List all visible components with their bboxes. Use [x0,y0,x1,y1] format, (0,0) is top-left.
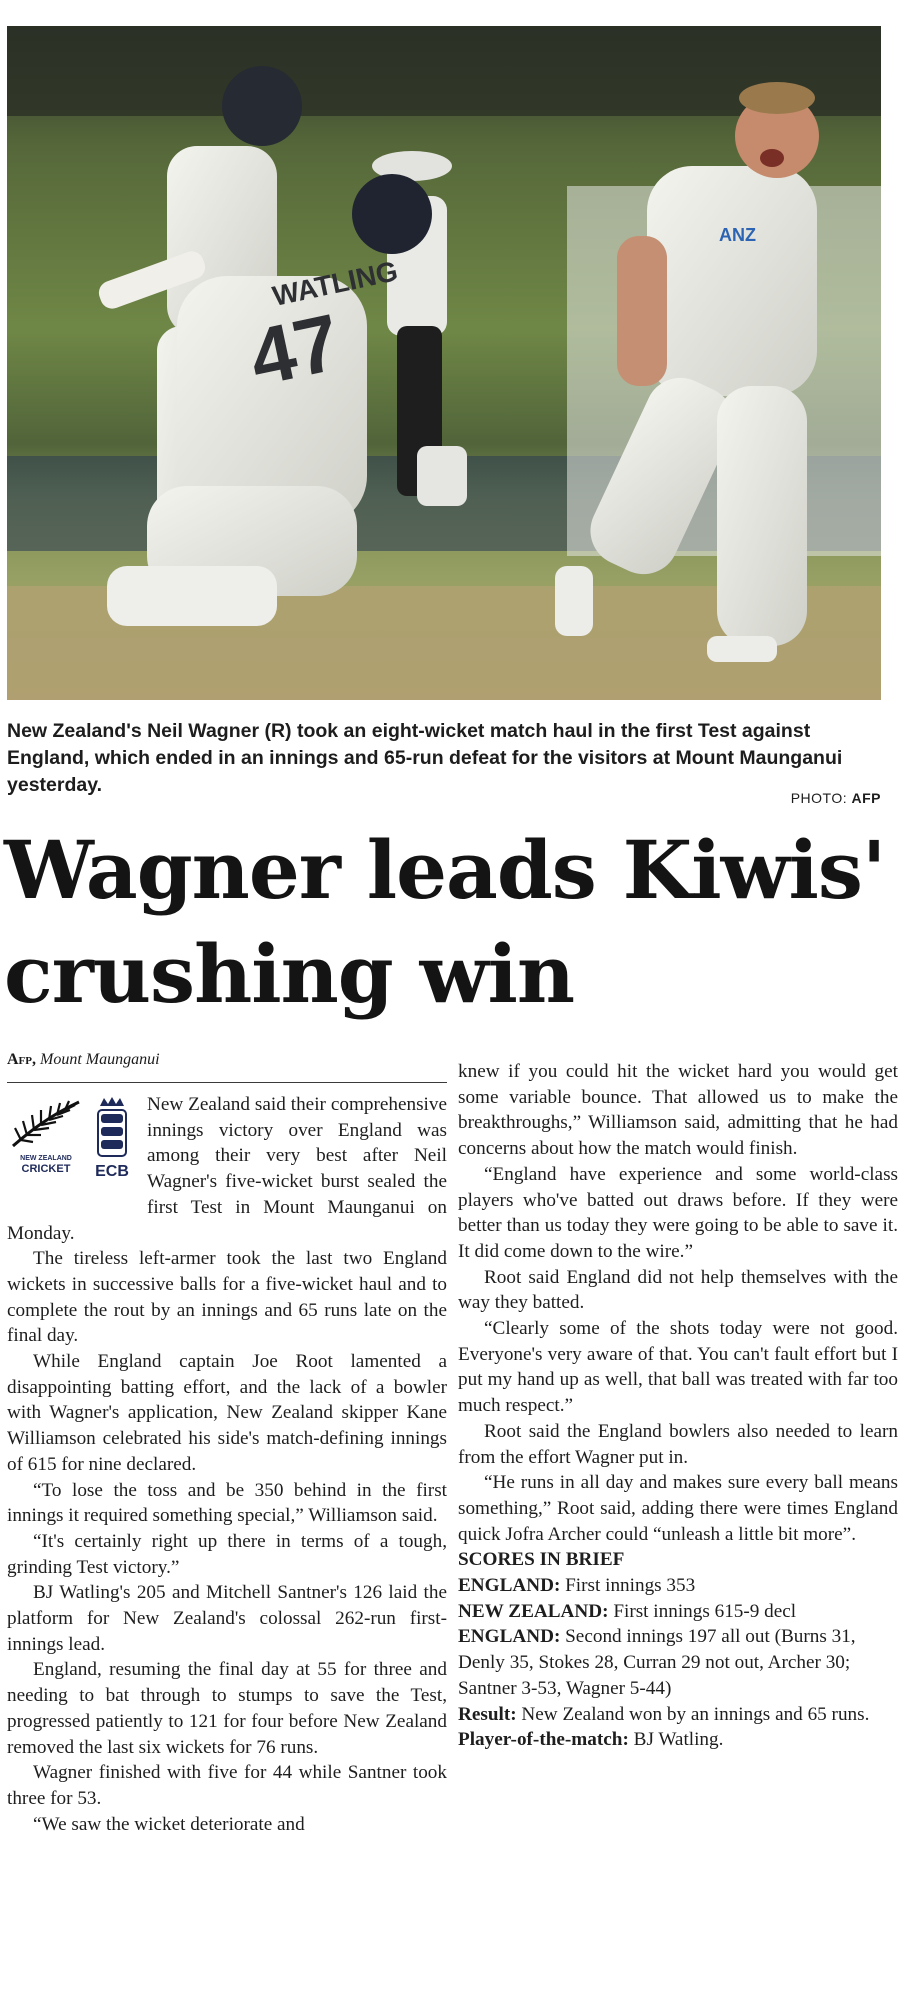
score-line [458,1599,898,1625]
sponsor-logo: ANZ [719,225,756,245]
byline-divider [7,1082,447,1083]
article-paragraph: knew if you could hit the wicket hard you would get some variable bounce. That allowed us to make the breakthroughs,” Williamson said, admitting that he had concerns about how the match would finish. [458,1061,898,1160]
headline [4,818,894,1026]
article-paragraph: New Zealand said their comprehensive innings victory over England was among their very best after Neil Wagner's five-wicket burst sealed the first Test in Mount Maunganui on Monday. [7,1094,447,1244]
score-text: New Zealand won by an innings and 65 runs. [516,1703,870,1725]
shirt-name: WATLING [269,255,401,312]
article-paragraph: While England captain Joe Root lamented a disappointing batting effort, and the lack of a bowler with Wagner's application, New Zealand skipper Kane Williamson celebrated his side's match-defining innings of 615 for nine declared. [7,1351,447,1475]
score-text: Second innings 197 all out (Burns 31, Denly 35, Stokes 28, Curran 29 not out, Archer 30; Santner 3-53, Wagner 5-44) [458,1626,856,1699]
photo-credit-source: AFP [851,790,881,806]
score-line [458,1702,898,1728]
article-paragraph: BJ Watling's 205 and Mitchell Santner's 126 laid the platform for New Zealand's colossal 262-run first-innings lead. [7,1582,447,1655]
score-line [458,1624,898,1701]
byline-agency: Afp, [7,1051,36,1068]
photo-illustration [7,26,881,700]
photo-credit-label: PHOTO: [790,790,848,806]
byline [7,1050,447,1070]
article-paragraph: Root said England did not help themselves with the way they batted. [458,1266,898,1314]
score-text: First innings 615-9 decl [608,1600,797,1622]
article-paragraph: “Clearly some of the shots today were not good. Everyone's very aware of that. You can't fault effort but I put my hand up as well, that ball was treated with far too much respect.” [458,1318,898,1417]
score-label: ENGLAND: [458,1626,561,1648]
headline-line-2: crushing win [4,927,574,1021]
score-line [458,1727,898,1753]
article-paragraph: “England have experience and some world-class players who've batted out draws before. If they were better than us today they were going to be able to save it. It did come down to the wire.” [458,1163,898,1262]
article-photo [7,26,881,700]
article-paragraph: Root said the England bowlers also needed to learn from the effort Wagner put in. [458,1420,898,1468]
score-label: NEW ZEALAND: [458,1600,609,1622]
ecb-logo-label: ECB [95,1163,129,1180]
score-label: ENGLAND: [458,1575,561,1597]
score-text: BJ Watling. [628,1729,724,1751]
photo-caption: New Zealand's Neil Wagner (R) took an eight-wicket match haul in the first Test against England, which ended in an innings and 65-run defeat for the visitors at Mount Maunganui yesterday. [7,720,843,796]
photo-credit [791,790,881,806]
article-column-1 [7,1092,447,1837]
headline-line-1: Wagner leads Kiwis' [4,823,886,917]
logo-float-space [7,1092,147,1196]
nz-logo-line-1: NEW ZEALAND [20,1155,72,1162]
score-label: Player-of-the-match: [458,1729,629,1751]
shirt-number: 47 [242,297,348,403]
article-paragraph: The tireless left-armer took the last two England wickets in successive balls for a five-wicket haul and to complete the rout by an innings and 65 runs late on the final day. [7,1248,447,1347]
score-label: Result: [458,1703,517,1725]
scores-heading: SCORES IN BRIEF [458,1549,625,1571]
score-line [458,1573,898,1599]
article-column-2 [458,1059,898,1753]
nz-logo-line-2: CRICKET [21,1163,71,1175]
article-paragraph: Wagner finished with five for 44 while Santner took three for 53. [7,1762,447,1809]
article-paragraph: “He runs in all day and makes sure every ball means something,” Root said, adding there were times England quick Jofra Archer could “unleash a little bit more”. [458,1472,898,1545]
article-paragraph: “To lose the toss and be 350 behind in the first innings it required something special,” Williamson said. [7,1479,447,1527]
article-paragraph: England, resuming the final day at 55 for three and needing to bat through to stumps to save the Test, progressed patiently to 121 for four before New Zealand removed the last six wickets for 76 runs. [7,1659,447,1758]
article-paragraph: “We saw the wicket deteriorate and [33,1813,305,1835]
score-text: First innings 353 [560,1575,696,1597]
article-paragraph: “It's certainly right up there in terms of a tough, grinding Test victory.” [7,1530,447,1578]
byline-place: Mount Maunganui [40,1051,160,1068]
